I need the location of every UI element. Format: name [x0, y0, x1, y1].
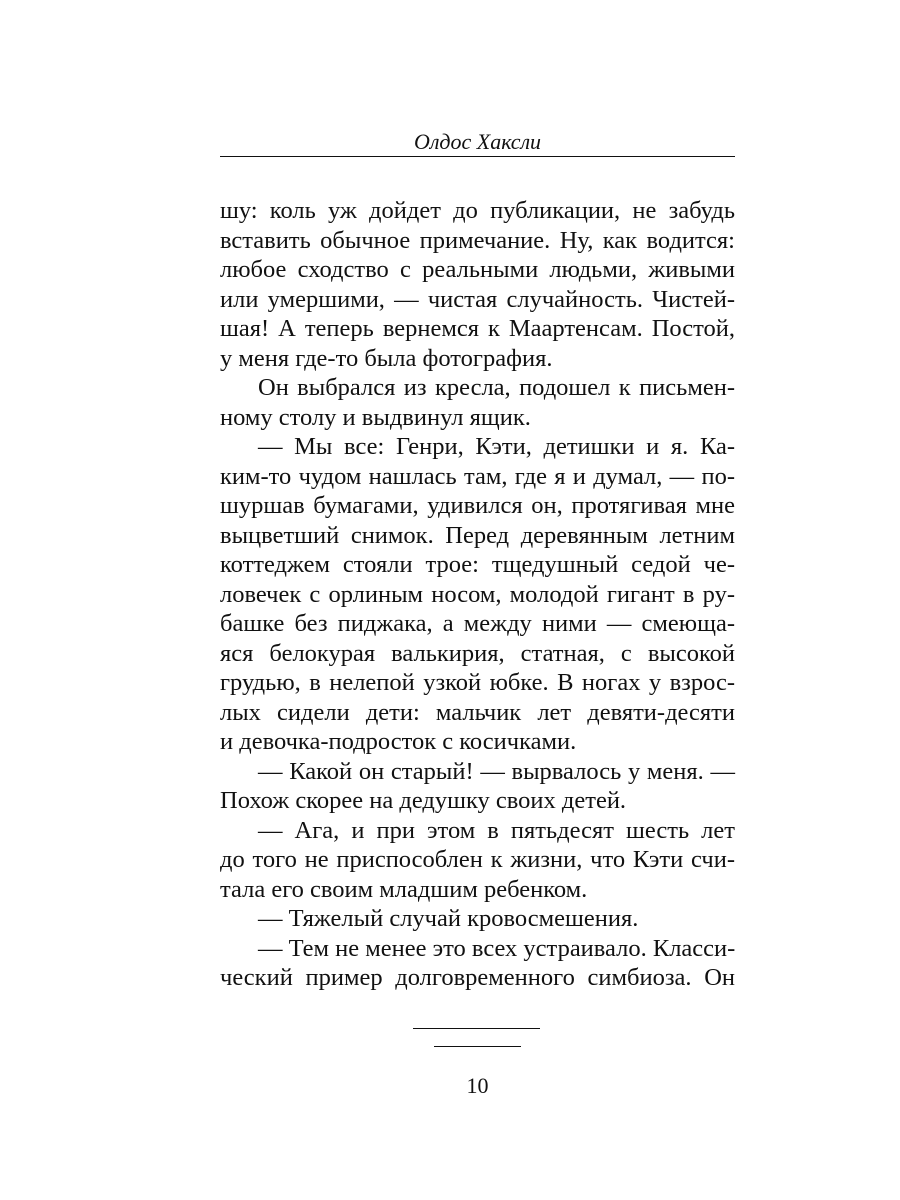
text-line: шая! А теперь вернемся к Маартенсам. Постой, — [220, 315, 735, 342]
text-line: яся белокурая валькирия, статная, с высокой — [220, 639, 735, 667]
running-header-author: Олдос Хаксли — [413, 129, 542, 154]
text-line: Похож скорее на дедушку своих детей. — [220, 787, 627, 814]
text-line: грудью, в нелепой узкой юбке. В ногах у взрос- — [220, 669, 735, 696]
paragraph-start-line: — Тяжелый случай кровосмешения. — [258, 905, 639, 932]
text-line: башке без пиджака, а между ними — смеюща- — [220, 610, 735, 637]
text-line: до того не приспособлен к жизни, что Кэти счи- — [220, 846, 735, 873]
text-line: выцветший снимок. Перед деревянным летним — [220, 521, 735, 549]
text-line: шу: коль уж дойдет до публикации, не забудь — [220, 197, 735, 224]
footer-rule-short — [434, 1046, 521, 1047]
text-line: и девочка-подросток с косичками. — [220, 728, 577, 755]
text-line: коттеджем стояли трое: тщедушный седой че- — [220, 551, 735, 578]
header-rule — [220, 156, 735, 157]
text-line: вставить обычное примечание. Ну, как водится: — [220, 226, 735, 254]
paragraph-start-line: — Мы все: Генри, Кэти, детишки и я. Ка- — [258, 433, 735, 460]
text-line: ловечек с орлиным носом, молодой гигант в ру- — [220, 580, 735, 608]
text-line: ким-то чудом нашлась там, где я и думал, — по- — [220, 462, 735, 490]
text-line: или умершими, — чистая случайность. Чистей- — [220, 285, 735, 313]
paragraph-start-line: Он выбрался из кресла, подошел к письмен- — [258, 374, 735, 401]
footer-rule-long — [413, 1028, 540, 1029]
text-line: тала его своим младшим ребенком. — [220, 875, 588, 903]
text-line: ческий пример долговременного симбиоза. Он — [220, 964, 735, 991]
paragraph-start-line: — Тем не менее это всех устраивало. Класси- — [258, 934, 736, 962]
text-line: у меня где-то была фотография. — [220, 344, 553, 372]
page-number: 10 — [466, 1073, 489, 1098]
text-line: лых сидели дети: мальчик лет девяти-десяти — [220, 698, 735, 726]
paragraph-start-line: — Ага, и при этом в пятьдесят шесть лет — [258, 816, 735, 844]
text-line: любое сходство с реальными людьми, живыми — [220, 256, 735, 283]
text-line: шуршав бумагами, удивился он, протягивая мне — [220, 492, 735, 519]
text-line: ному столу и выдвинул ящик. — [220, 403, 531, 431]
body-text — [220, 196, 735, 993]
paragraph-start-line: — Какой он старый! — вырвалось у меня. — — [258, 757, 735, 785]
